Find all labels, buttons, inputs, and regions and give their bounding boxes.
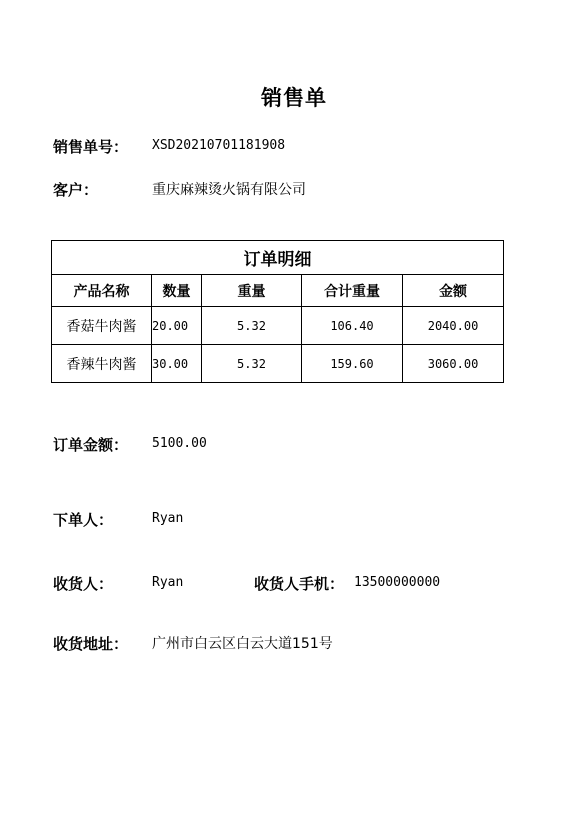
order-detail-table — [51, 240, 504, 383]
cell-total-weight: 106.40 — [302, 307, 403, 345]
table-caption: 订单明细 — [52, 241, 504, 275]
cell-quantity: 20.00 — [152, 307, 202, 345]
cell-product: 香辣牛肉酱 — [52, 345, 152, 383]
table-header-row — [52, 275, 504, 307]
orderer-value: Ryan — [152, 511, 184, 526]
cell-total-weight: 159.60 — [302, 345, 403, 383]
column-header-total-weight: 合计重量 — [302, 275, 403, 307]
cell-amount: 3060.00 — [403, 345, 504, 383]
address-label: 收货地址： — [53, 635, 129, 653]
table-row — [52, 307, 504, 345]
orderer-label: 下单人： — [53, 511, 114, 529]
cell-product: 香菇牛肉酱 — [52, 307, 152, 345]
order-no-label: 销售单号： — [53, 138, 129, 156]
receiver-phone-value: 13500000000 — [354, 575, 441, 590]
page-title: 销售单 — [261, 86, 327, 110]
address-value: 广州市白云区白云大道151号 — [152, 636, 333, 652]
cell-weight: 5.32 — [202, 345, 302, 383]
receiver-value: Ryan — [152, 575, 184, 590]
cell-quantity: 30.00 — [152, 345, 202, 383]
total-label: 订单金额： — [53, 436, 129, 454]
column-header-weight: 重量 — [202, 275, 302, 307]
order-no-value: XSD20210701181908 — [152, 138, 286, 153]
customer-label: 客户： — [53, 181, 99, 199]
table-row — [52, 345, 504, 383]
customer-value: 重庆麻辣烫火锅有限公司 — [152, 182, 306, 198]
cell-weight: 5.32 — [202, 307, 302, 345]
receiver-label: 收货人： — [53, 575, 114, 593]
total-value: 5100.00 — [152, 436, 207, 451]
column-header-amount: 金额 — [403, 275, 504, 307]
column-header-product: 产品名称 — [52, 275, 152, 307]
column-header-quantity: 数量 — [152, 275, 202, 307]
cell-amount: 2040.00 — [403, 307, 504, 345]
receiver-phone-label: 收货人手机： — [254, 575, 345, 593]
